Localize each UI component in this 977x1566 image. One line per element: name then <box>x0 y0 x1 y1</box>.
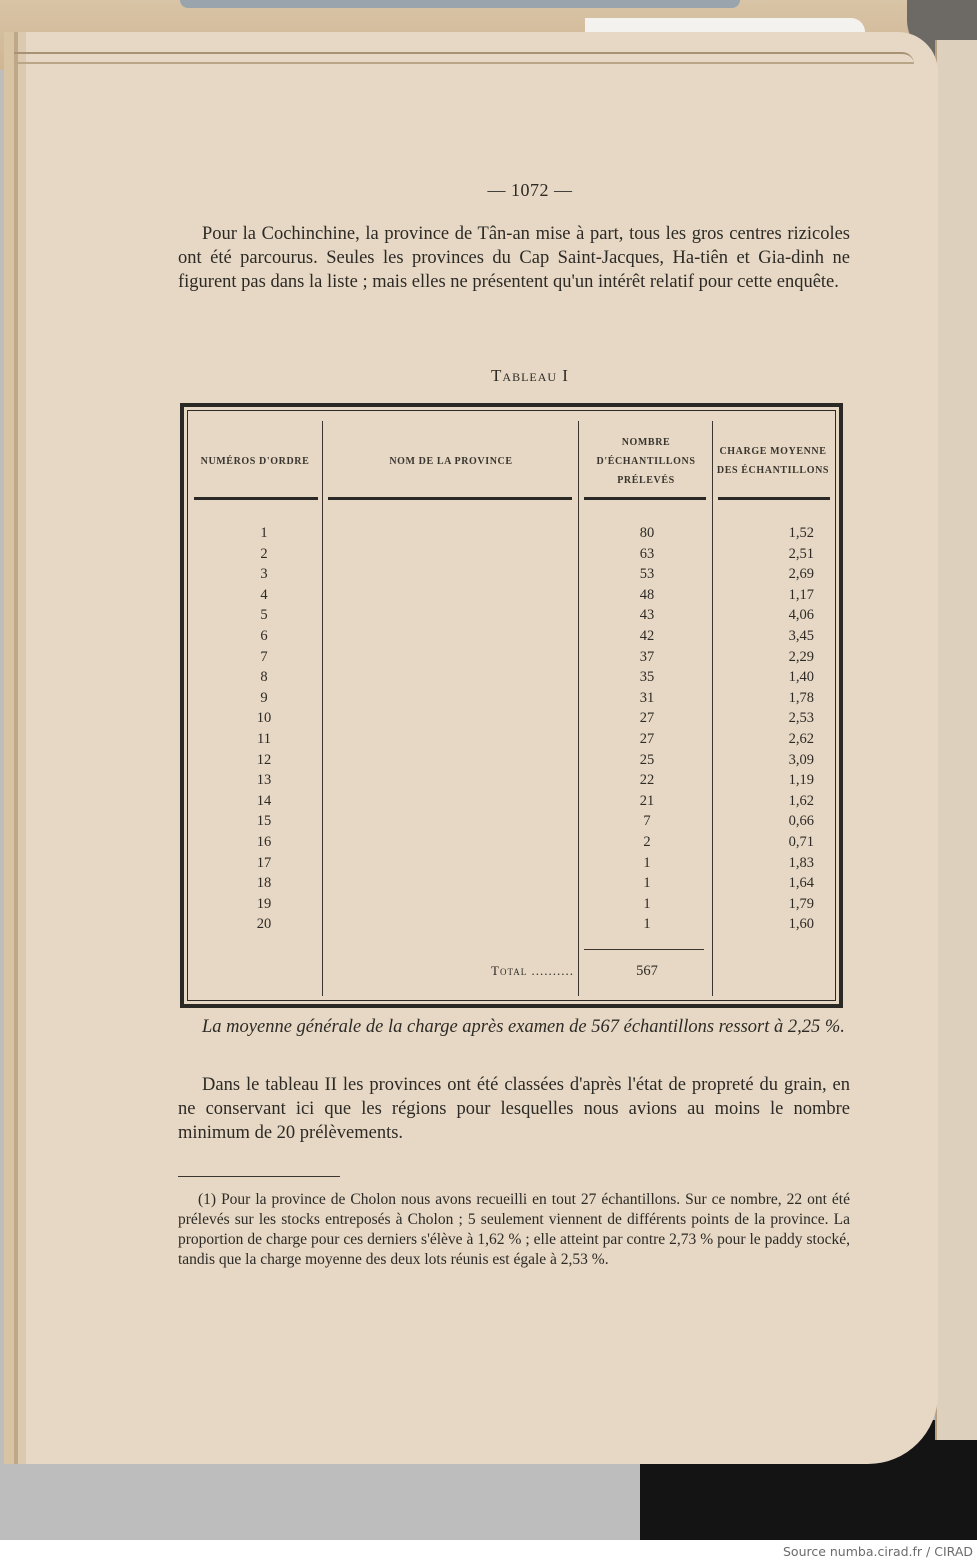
header-rule <box>718 497 830 500</box>
tableau2-text: Dans le tableau II les provinces ont été classées d'après l'état de propreté du grain, en ne conservant ici que les régions pour lesquelles nous avions au moins le nombre minimum de 20 prélèvements. <box>178 1075 850 1143</box>
average-charge: 1,64 <box>788 875 814 892</box>
row-number: 13 <box>256 772 272 789</box>
sample-count: 25 <box>639 751 655 768</box>
average-charge: 1,78 <box>788 689 814 706</box>
average-charge: 4,06 <box>788 607 814 624</box>
sample-count: 1 <box>643 916 651 933</box>
average-charge: 2,62 <box>788 730 814 747</box>
average-charge: 1,60 <box>788 916 814 933</box>
table-row <box>184 750 839 771</box>
header-rule <box>584 497 706 500</box>
average-charge: 2,69 <box>788 566 814 583</box>
total-rule <box>584 949 704 950</box>
sample-count: 42 <box>639 627 655 644</box>
average-charge: 0,66 <box>788 813 814 830</box>
table-row <box>184 605 839 626</box>
row-number: 15 <box>256 813 272 830</box>
table-row <box>184 667 839 688</box>
table-row <box>184 626 839 647</box>
table-row <box>184 729 839 750</box>
tableau2-paragraph <box>178 1073 850 1145</box>
sample-count: 48 <box>639 586 655 603</box>
sample-count: 1 <box>643 854 651 871</box>
sample-count: 22 <box>639 772 655 789</box>
header-name: NOM DE LA PROVINCE <box>389 455 513 467</box>
row-number: 3 <box>260 566 268 583</box>
page-number: — 1072 — <box>487 180 573 200</box>
average-charge: 0,71 <box>788 833 814 850</box>
table-body <box>184 523 839 935</box>
source-credit: Source numba.cirad.fr / CIRAD <box>782 1544 973 1559</box>
table-row <box>184 894 839 915</box>
table-row <box>184 647 839 668</box>
row-number: 7 <box>260 648 268 665</box>
sample-count: 27 <box>639 710 655 727</box>
data-table <box>180 403 843 1008</box>
table-row <box>184 688 839 709</box>
sample-count: 1 <box>643 895 651 912</box>
table-row <box>184 791 839 812</box>
intro-paragraph <box>178 222 850 294</box>
row-number: 6 <box>260 627 268 644</box>
intro-text: Pour la Cochinchine, la province de Tân-an mise à part, tous les gros centres rizicoles ont été parcourus. Seules les provinces du Cap Saint-Jacques, Ha-tiên et Gia-dinh ne figurent pas dans la liste ; mais elles ne présentent qu'un intérêt relatif pour cette enquête. <box>178 224 850 292</box>
table-row <box>184 873 839 894</box>
row-number: 12 <box>256 751 272 768</box>
table-row <box>184 544 839 565</box>
average-charge: 3,45 <box>788 627 814 644</box>
table-row <box>184 853 839 874</box>
average-charge: 2,53 <box>788 710 814 727</box>
header-count: NOMBRE D'ÉCHANTILLONS PRÉLEVÉS <box>596 436 696 486</box>
sample-count: 21 <box>639 792 655 809</box>
average-charge: 1,52 <box>788 525 814 541</box>
row-number: 1 <box>260 525 268 541</box>
table-row <box>184 770 839 791</box>
total-label: Total .......... <box>491 963 574 978</box>
row-number: 10 <box>256 710 272 727</box>
average-text: La moyenne générale de la charge après examen de 567 échantillons ressort à 2,25 %. <box>202 1017 845 1037</box>
sample-count: 80 <box>639 525 655 541</box>
footnote-rule <box>178 1176 340 1177</box>
total-value: 567 <box>636 963 658 979</box>
table-row <box>184 832 839 853</box>
row-number: 16 <box>256 833 272 850</box>
footnote <box>178 1190 850 1270</box>
sample-count: 37 <box>639 648 655 665</box>
table-row <box>184 811 839 832</box>
average-paragraph <box>178 1015 850 1039</box>
table-title: Tableau I <box>491 366 569 385</box>
row-number: 11 <box>257 730 271 747</box>
table-row <box>184 914 839 935</box>
sample-count: 63 <box>639 545 655 562</box>
sample-count: 1 <box>643 875 651 892</box>
average-charge: 1,19 <box>788 772 814 789</box>
header-num: NUMÉROS D'ORDRE <box>200 455 310 467</box>
header-charge: CHARGE MOYENNE DES ÉCHANTILLONS <box>716 446 830 476</box>
sample-count: 27 <box>639 730 655 747</box>
average-charge: 1,83 <box>788 854 814 871</box>
row-number: 17 <box>256 854 272 871</box>
average-charge: 3,09 <box>788 751 814 768</box>
header-rule <box>328 497 572 500</box>
average-charge: 1,17 <box>788 586 814 603</box>
sample-count: 43 <box>639 607 655 624</box>
sample-count: 35 <box>639 669 655 686</box>
row-number: 2 <box>260 545 268 562</box>
row-number: 9 <box>260 689 268 706</box>
sample-count: 31 <box>639 689 655 706</box>
table-row <box>184 708 839 729</box>
average-charge: 2,51 <box>788 545 814 562</box>
sample-count: 53 <box>639 566 655 583</box>
row-number: 14 <box>256 792 272 809</box>
row-number: 18 <box>256 875 272 892</box>
row-number: 19 <box>256 895 272 912</box>
row-number: 20 <box>256 916 272 933</box>
row-number: 8 <box>260 669 268 686</box>
average-charge: 2,29 <box>788 648 814 665</box>
header-rule <box>194 497 318 500</box>
sample-count: 7 <box>643 813 651 830</box>
average-charge: 1,40 <box>788 669 814 686</box>
average-charge: 1,62 <box>788 792 814 809</box>
row-number: 4 <box>260 586 268 603</box>
table-row <box>184 564 839 585</box>
footnote-text: (1) Pour la province de Cholon nous avons recueilli en tout 27 échantillons. Sur ce nombre, 22 ont été prélevés sur les stocks entreposés à Cholon ; 5 seulement viennent de différents points de la province. La proportion de charge pour ces derniers s'élève à 1,62 % ; elle atteint par contre 2,73 % pour le paddy stocké, tandis que la charge moyenne des deux lots réunis est égale à 2,53 %. <box>178 1191 850 1268</box>
table-row <box>184 585 839 606</box>
row-number: 5 <box>260 607 268 624</box>
sample-count: 2 <box>643 833 651 850</box>
average-charge: 1,79 <box>788 895 814 912</box>
table-row <box>184 523 839 544</box>
